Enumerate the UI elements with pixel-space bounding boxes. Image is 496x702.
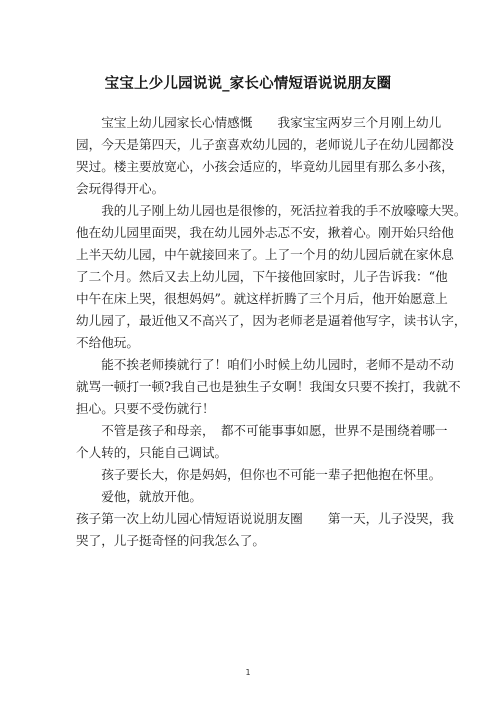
text-line: 哭过。楼主要放宽心，小孩会适应的，毕竟幼儿园里有那么多小孩， — [76, 159, 454, 174]
paragraph-3 — [76, 354, 461, 420]
page-number: 1 — [245, 668, 251, 677]
text-line: 上半天幼儿园，中午就接回来了。上了一个月的幼儿园后就在家休息 — [76, 247, 454, 262]
text-line: 会玩得得开心。 — [76, 181, 165, 196]
paragraph-2 — [76, 200, 467, 354]
paragraph-6 — [76, 486, 424, 508]
text-line: 孩子第一次上幼儿园心情短语说说朋友圈 第一天，儿子没哭，我 — [76, 511, 454, 526]
text-line: 个人转的，只能自己调试。 — [76, 445, 228, 460]
paragraph-7 — [76, 508, 454, 552]
text-line: 我的儿子刚上幼儿园也是很惨的，死活拉着我的手不放嚎嚎大哭。 — [76, 203, 467, 218]
text-line: 宝宝上幼儿园家长心情感慨 我家宝宝两岁三个月刚上幼儿 — [76, 115, 442, 130]
paragraph-1 — [76, 112, 454, 200]
document-title: 宝宝上少儿园说说_家长心情短语说说朋友圈 — [104, 76, 392, 92]
paragraph-5 — [76, 464, 442, 486]
text-line: 担心。只要不受伤就行！ — [76, 401, 215, 416]
text-line: 园，今天是第四天，儿子蛮喜欢幼儿园的，老师说儿子在幼儿园都没 — [76, 137, 454, 152]
text-line: 不给他玩。 — [76, 335, 139, 350]
text-line: 爱他，就放开他。 — [76, 489, 202, 504]
text-line: 了二个月。然后又去上幼儿园，下午接他回家时，儿子告诉我：“他 — [76, 269, 448, 284]
text-line: 不管是孩子和母亲， 都不可能事事如愿，世界不是围绕着哪一 — [76, 423, 448, 438]
text-line: 能不挨老师揍就行了！咱们小时候上幼儿园时，老师不是动不动 — [76, 357, 454, 372]
text-line: 幼儿园了，最近他又不高兴了，因为老师老是逼着他写字，读书认字， — [76, 313, 467, 328]
paragraph-4 — [76, 420, 448, 464]
document-body — [76, 112, 467, 552]
text-line: 就骂一顿打一顿?我自己也是独生子女啊！我闺女只要不挨打，我就不 — [76, 379, 461, 394]
text-line: 孩子要长大，你是妈妈，但你也不可能一辈子把他抱在怀里。 — [76, 467, 442, 482]
text-line: 他在幼儿园里面哭，我在幼儿园外忐忑不安，揪着心。刚开始只给他 — [76, 225, 454, 240]
text-line: 哭了，儿子挺奇怪的问我怎么了。 — [76, 533, 265, 548]
text-line: 中午在床上哭，很想妈妈”。就这样折腾了三个月后，他开始愿意上 — [76, 291, 448, 306]
